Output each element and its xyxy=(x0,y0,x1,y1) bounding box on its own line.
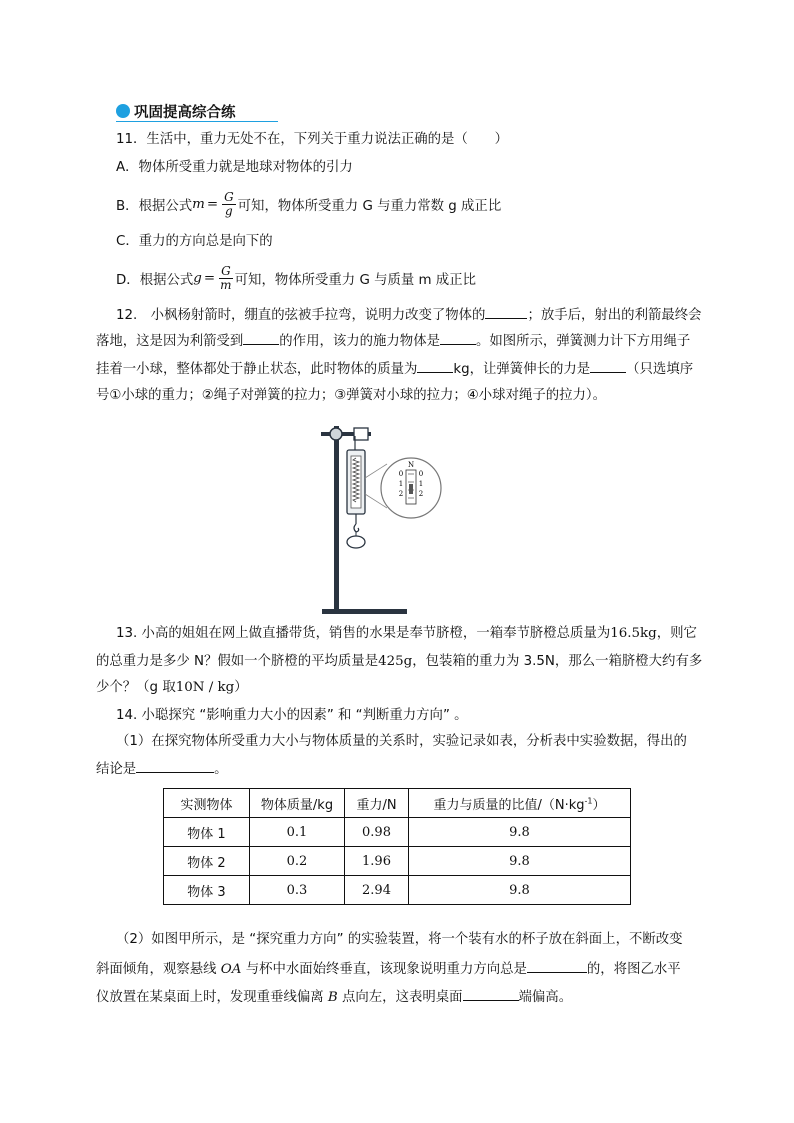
spring-scale-figure xyxy=(315,420,445,620)
answer-blank[interactable] xyxy=(485,304,527,319)
clamp-knob-icon xyxy=(330,428,342,440)
svg-text:0: 0 xyxy=(398,470,404,478)
section-title: 巩固提高综合练 xyxy=(134,103,236,121)
q14-part2-line2: 斜面倾角，观察悬线 OA 与杯中水面始终垂直，该现象说明重力方向总是 的，将图乙水平 xyxy=(96,958,681,980)
table-row: 物体 2 0.2 1.96 9.8 xyxy=(164,847,631,876)
answer-blank[interactable] xyxy=(590,358,626,373)
q14-line3: 结论是 。 xyxy=(96,758,228,780)
table-header: 重力/N xyxy=(345,789,409,818)
table-header: 实测物体 xyxy=(164,789,250,818)
svg-text:1: 1 xyxy=(398,480,404,488)
q14-part2-line3: 仪放置在某桌面上时，发现重垂线偏离 B 点向左，这表明桌面 端偏高。 xyxy=(96,986,572,1008)
table-row: 物体 3 0.3 2.94 9.8 xyxy=(164,876,631,905)
q14-part2-line1: （2）如图甲所示，是 “探究重力方向” 的实验装置，将一个装有水的杯子放在斜面上，不断改变 xyxy=(116,932,683,947)
formula-fraction: $\frac{G}{g}$ xyxy=(224,189,234,218)
q11-option-a: A．物体所受重力就是地球对物体的引力 xyxy=(116,160,353,175)
q14-line2: （1）在探究物体所受重力大小与物体质量的关系时，实验记录如表，分析表中实验数据，得出的 xyxy=(116,734,687,749)
q12-line4: 号①小球的重力；②绳子对弹簧的拉力；③弹簧对小球的拉力；④小球对绳子的拉力）。 xyxy=(96,388,606,403)
hook-icon xyxy=(354,524,359,532)
svg-text:1: 1 xyxy=(418,480,424,488)
q13-line3: 少个？（g 取10N / kg） xyxy=(96,680,248,695)
ball xyxy=(347,536,365,548)
svg-text:2: 2 xyxy=(418,490,424,498)
q13-line1: 13. 小高的姐姐在网上做直播带货，销售的水果是奉节脐橙，一箱奉节脐橙总质量为16.5kg，则它 xyxy=(116,626,697,641)
bullet-circle-icon xyxy=(116,104,130,118)
q12-line2: 落地，这是因为利箭受到 的作用，该力的施力物体是 。如图所示，弹簧测力计下方用绳子 xyxy=(96,330,690,352)
q13-line2: 的总重力是多少 N？假如一个脐橙的平均质量是425g，包装箱的重力为 3.5N，那么一箱脐橙大约有多 xyxy=(96,654,703,669)
table-header: 物体质量/kg xyxy=(250,789,345,818)
formula-fraction: $\frac{G}{m}$ xyxy=(220,263,232,292)
answer-blank[interactable] xyxy=(243,330,279,345)
answer-blank[interactable] xyxy=(440,330,476,345)
svg-text:2: 2 xyxy=(398,490,404,498)
table-row: 物体 1 0.1 0.98 9.8 xyxy=(164,818,631,847)
table-header: 重力与质量的比值$/(N\cdot kg^{-1})$ xyxy=(409,789,631,818)
stand-pole xyxy=(334,426,339,611)
svg-text:0: 0 xyxy=(418,470,424,478)
answer-blank[interactable] xyxy=(527,958,587,973)
q12-line3: 挂着一小球，整体都处于静止状态，此时物体的质量为 kg，让弹簧伸长的力是 （只选填序 xyxy=(96,358,693,380)
data-table xyxy=(163,788,631,905)
clamp-box xyxy=(354,428,368,440)
answer-blank[interactable] xyxy=(463,986,519,1001)
answer-blank[interactable] xyxy=(136,758,214,773)
section-header xyxy=(116,100,236,122)
table-header-row xyxy=(164,789,631,818)
answer-blank[interactable] xyxy=(417,358,453,373)
q11-stem: 11．生活中，重力无处不在，下列关于重力说法正确的是（ ） xyxy=(116,132,508,147)
section-underline xyxy=(116,121,278,122)
q11-option-c: C．重力的方向总是向下的 xyxy=(116,234,273,249)
q11-option-d: D．根据公式 g = $\frac{G}{m}$ 可知，物体所受重力 G 与质量 m 成正比 xyxy=(116,263,476,292)
scale-unit-label: N xyxy=(407,461,415,469)
q14-line1: 14. 小聪探究 “影响重力大小的因素” 和 “判断重力方向” 。 xyxy=(116,708,468,723)
q11-option-b: B．根据公式 m = $\frac{G}{g}$ 可知，物体所受重力 G 与重力常数 g 成正比 xyxy=(116,189,502,218)
q12-line1: 12. 小枫杨射箭时，绷直的弦被手拉弯，说明力改变了物体的 ；放手后，射出的利箭最终会 xyxy=(116,304,702,326)
